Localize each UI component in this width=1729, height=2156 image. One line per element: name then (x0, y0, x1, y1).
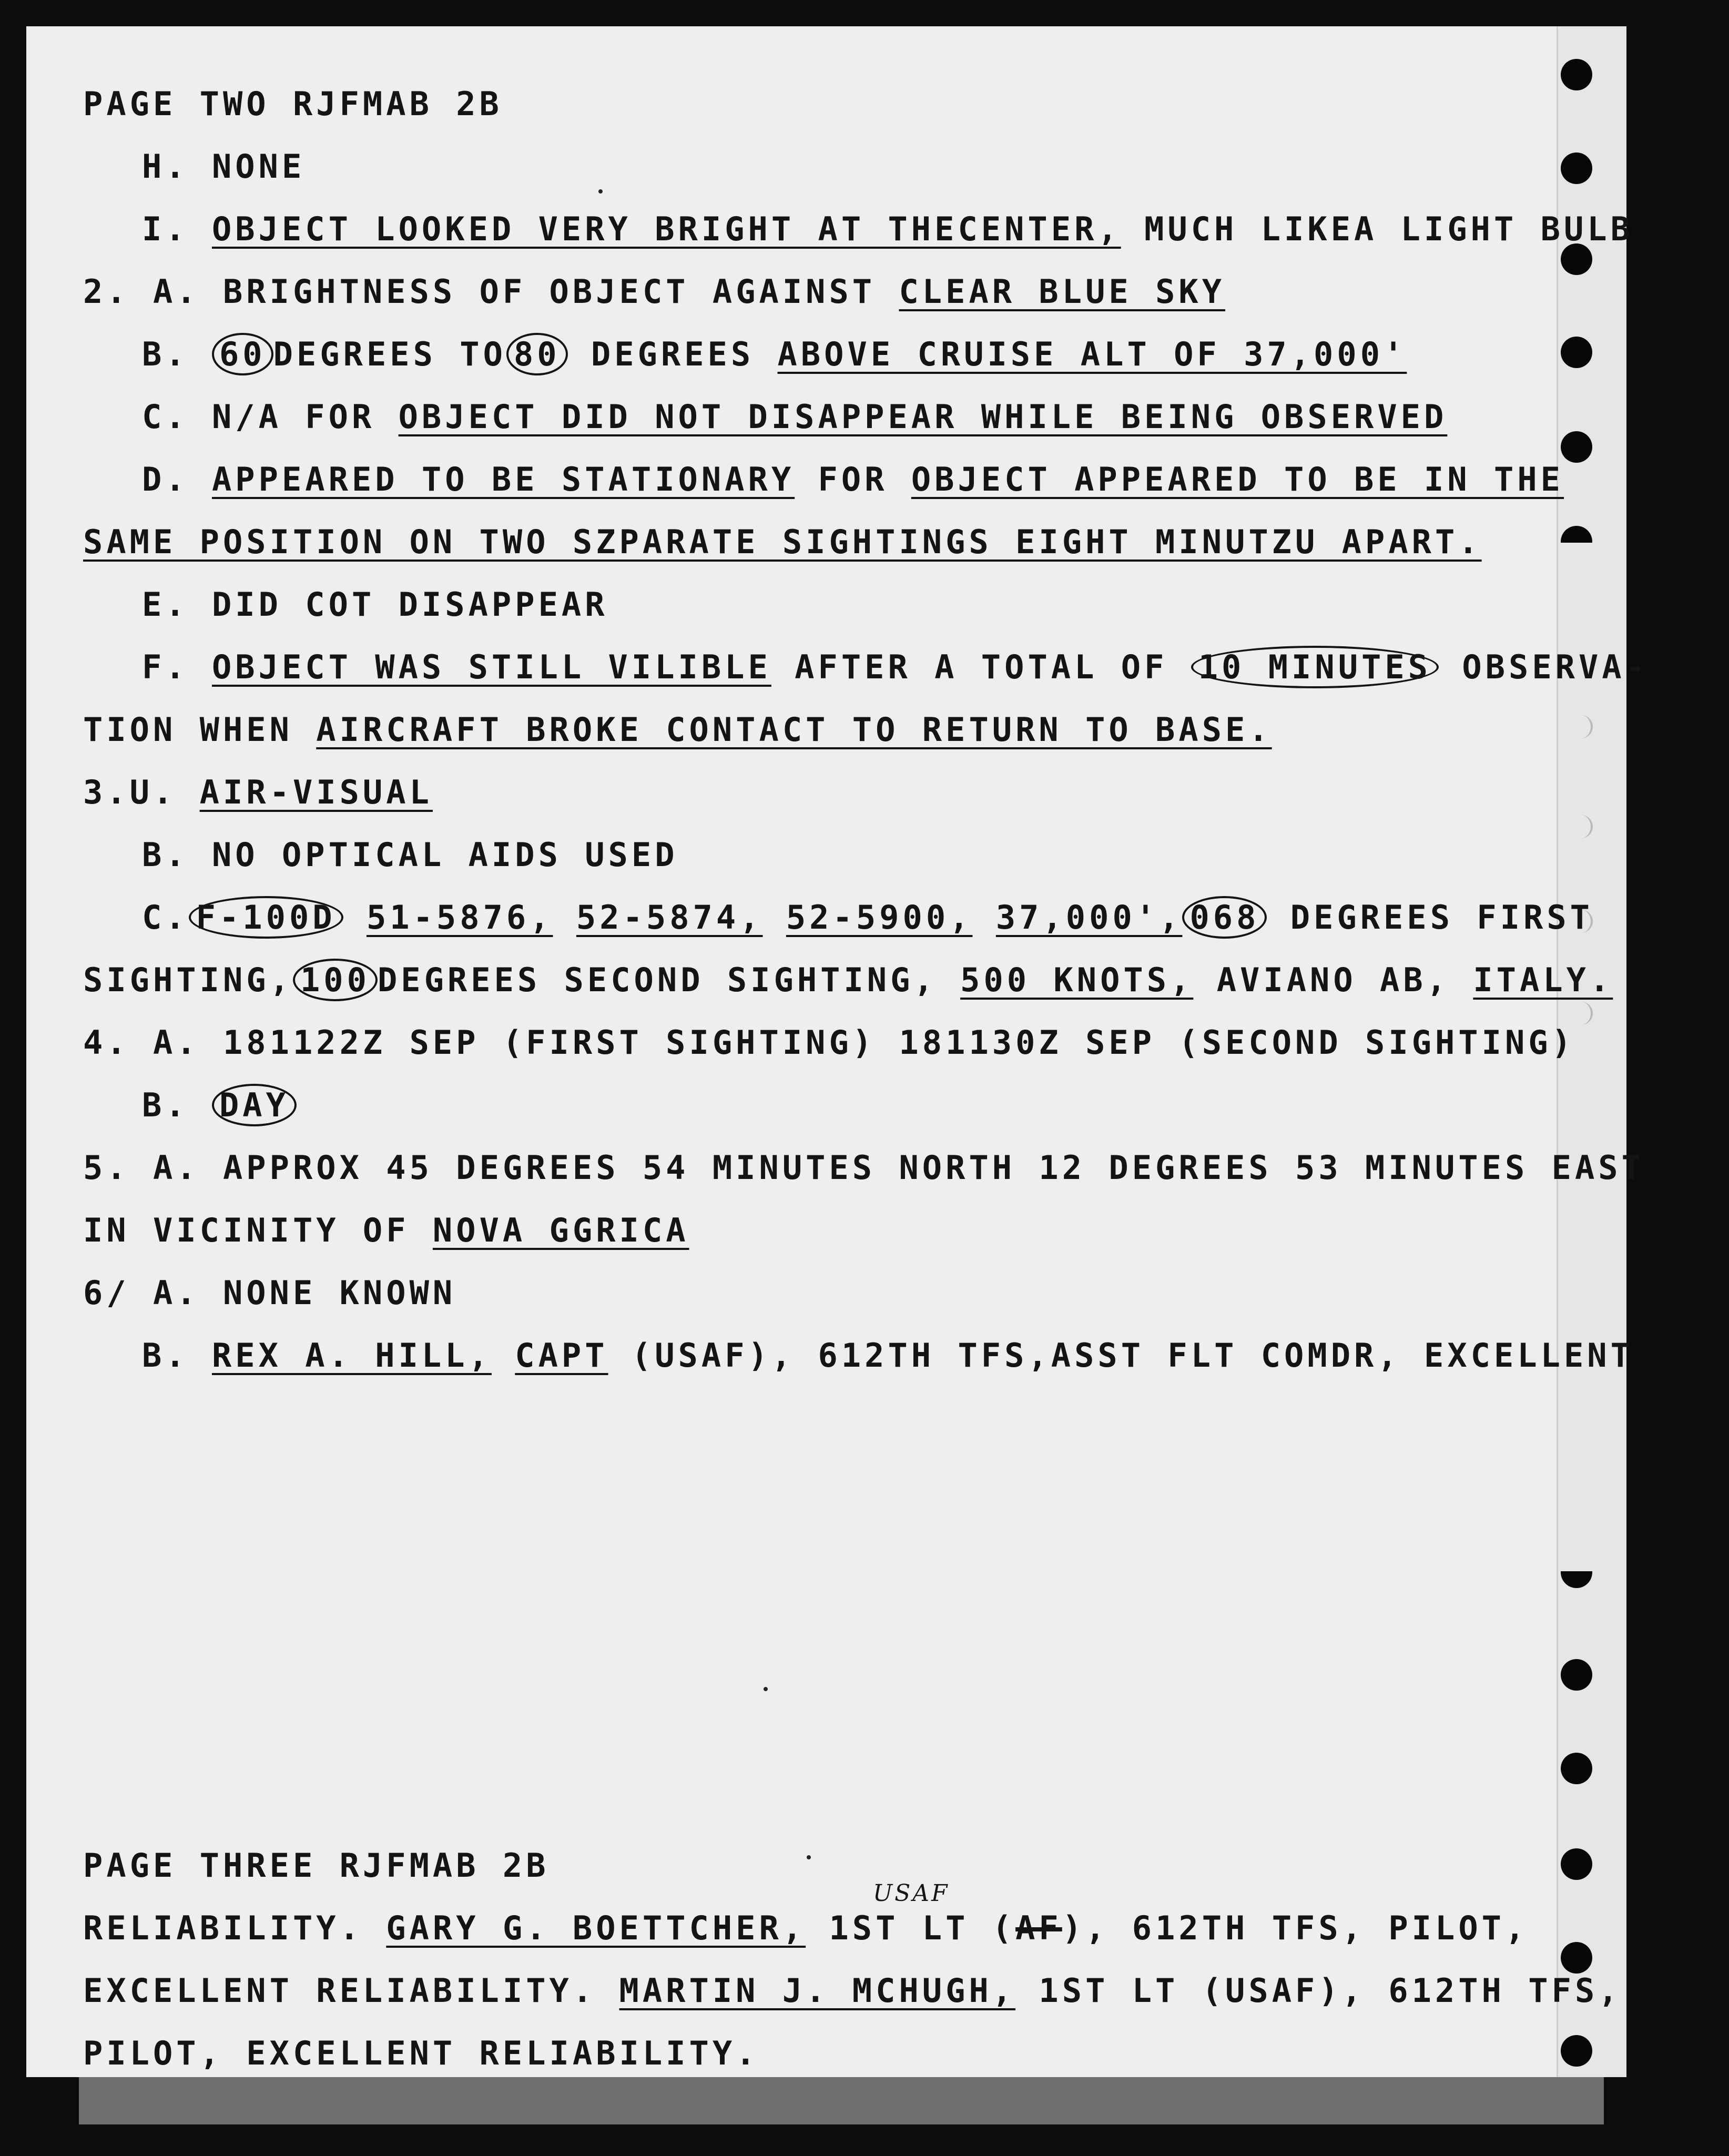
sprocket-hole (1561, 1659, 1592, 1691)
struck-text: AF (1015, 1909, 1062, 1947)
item-6b: B. REX A. HILL, CAPT (USAF), 612TH TFS,ASST FLT COMDR, EXCELLENT (142, 1336, 1634, 1375)
sprocket-hole (1561, 2035, 1592, 2067)
item-2d: D. APPEARED TO BE STATIONARY FOR OBJECT APPEARED TO BE IN THE (142, 460, 1564, 499)
reliability-line-2: EXCELLENT RELIABILITY. MARTIN J. MCHUGH, 1ST LT (USAF), 612TH TFS, (83, 1971, 1622, 2010)
page-bottom-shadow (79, 2077, 1604, 2124)
reliability-line-1: RELIABILITY. GARY G. BOETTCHER, 1ST LT (AF), 612TH TFS, PILOT, (83, 1909, 1529, 1947)
item-h: H. NONE (142, 147, 306, 186)
sprocket-hole (1561, 431, 1592, 463)
item-3a: 3.U. AIR-VISUAL (83, 773, 433, 811)
item-2a: 2. A. BRIGHTNESS OF OBJECT AGAINST CLEAR BLUE SKY (83, 272, 1226, 311)
speck (807, 1855, 811, 1859)
item-4a: 4. A. 181122Z SEP (FIRST SIGHTING) 181130Z SEP (SECOND SIGHTING) (83, 1023, 1575, 1062)
item-3c-continued: SIGHTING, 100 DEGREES SECOND SIGHTING, 500 KNOTS, AVIANO AB, ITALY. (83, 959, 1613, 1001)
item-2b: B. 60 DEGREES TO 80 DEGREES ABOVE CRUISE ALT OF 37,000' (142, 333, 1407, 375)
sprocket-hole (1561, 1753, 1592, 1784)
item-2f: F. OBJECT WAS STILL VILIBLE AFTER A TOTAL OF 10 MINUTES OBSERVA- (142, 646, 1649, 688)
speck (764, 1687, 768, 1691)
page-three-header: PAGE THREE RJFMAB 2B (83, 1846, 550, 1885)
sprocket-hole (1561, 337, 1592, 368)
item-5a: 5. A. APPROX 45 DEGREES 54 MINUTES NORTH 12 DEGREES 53 MINUTES EAST (83, 1148, 1645, 1187)
item-3c: C. F-100D 51-5876, 52-5874, 52-5900, 37,000', 068 DEGREES FIRST (142, 897, 1593, 939)
item-3b: B. NO OPTICAL AIDS USED (142, 836, 678, 874)
sprocket-hole (1561, 1942, 1592, 1974)
item-2f-continued: TION WHEN AIRCRAFT BROKE CONTACT TO RETURN TO BASE. (83, 710, 1272, 749)
speck (598, 189, 603, 194)
reliability-line-3: PILOT, EXCELLENT RELIABILITY. (83, 2034, 759, 2072)
sprocket-hole (1561, 152, 1592, 184)
sprocket-hole (1561, 59, 1592, 90)
item-2e: E. DID COT DISAPPEAR (142, 585, 608, 624)
item-5a-continued: IN VICINITY OF NOVA GGRICA (83, 1211, 689, 1249)
item-2d-continued: SAME POSITION ON TWO SZPARATE SIGHTINGS EIGHT MINUTZU APART. (83, 523, 1482, 561)
item-2c: C. N/A FOR OBJECT DID NOT DISAPPEAR WHILE BEING OBSERVED (142, 398, 1448, 436)
handwritten-usaf: USAF (873, 1880, 950, 1907)
page-two-header: PAGE TWO RJFMAB 2B (83, 85, 503, 123)
item-4b: B. DAY (142, 1084, 297, 1126)
item-i: I. OBJECT LOOKED VERY BRIGHT AT THECENTER, MUCH LIKEA LIGHT BULB (142, 210, 1634, 248)
item-6a: 6/ A. NONE KNOWN (83, 1274, 456, 1312)
sprocket-hole (1561, 1848, 1592, 1880)
